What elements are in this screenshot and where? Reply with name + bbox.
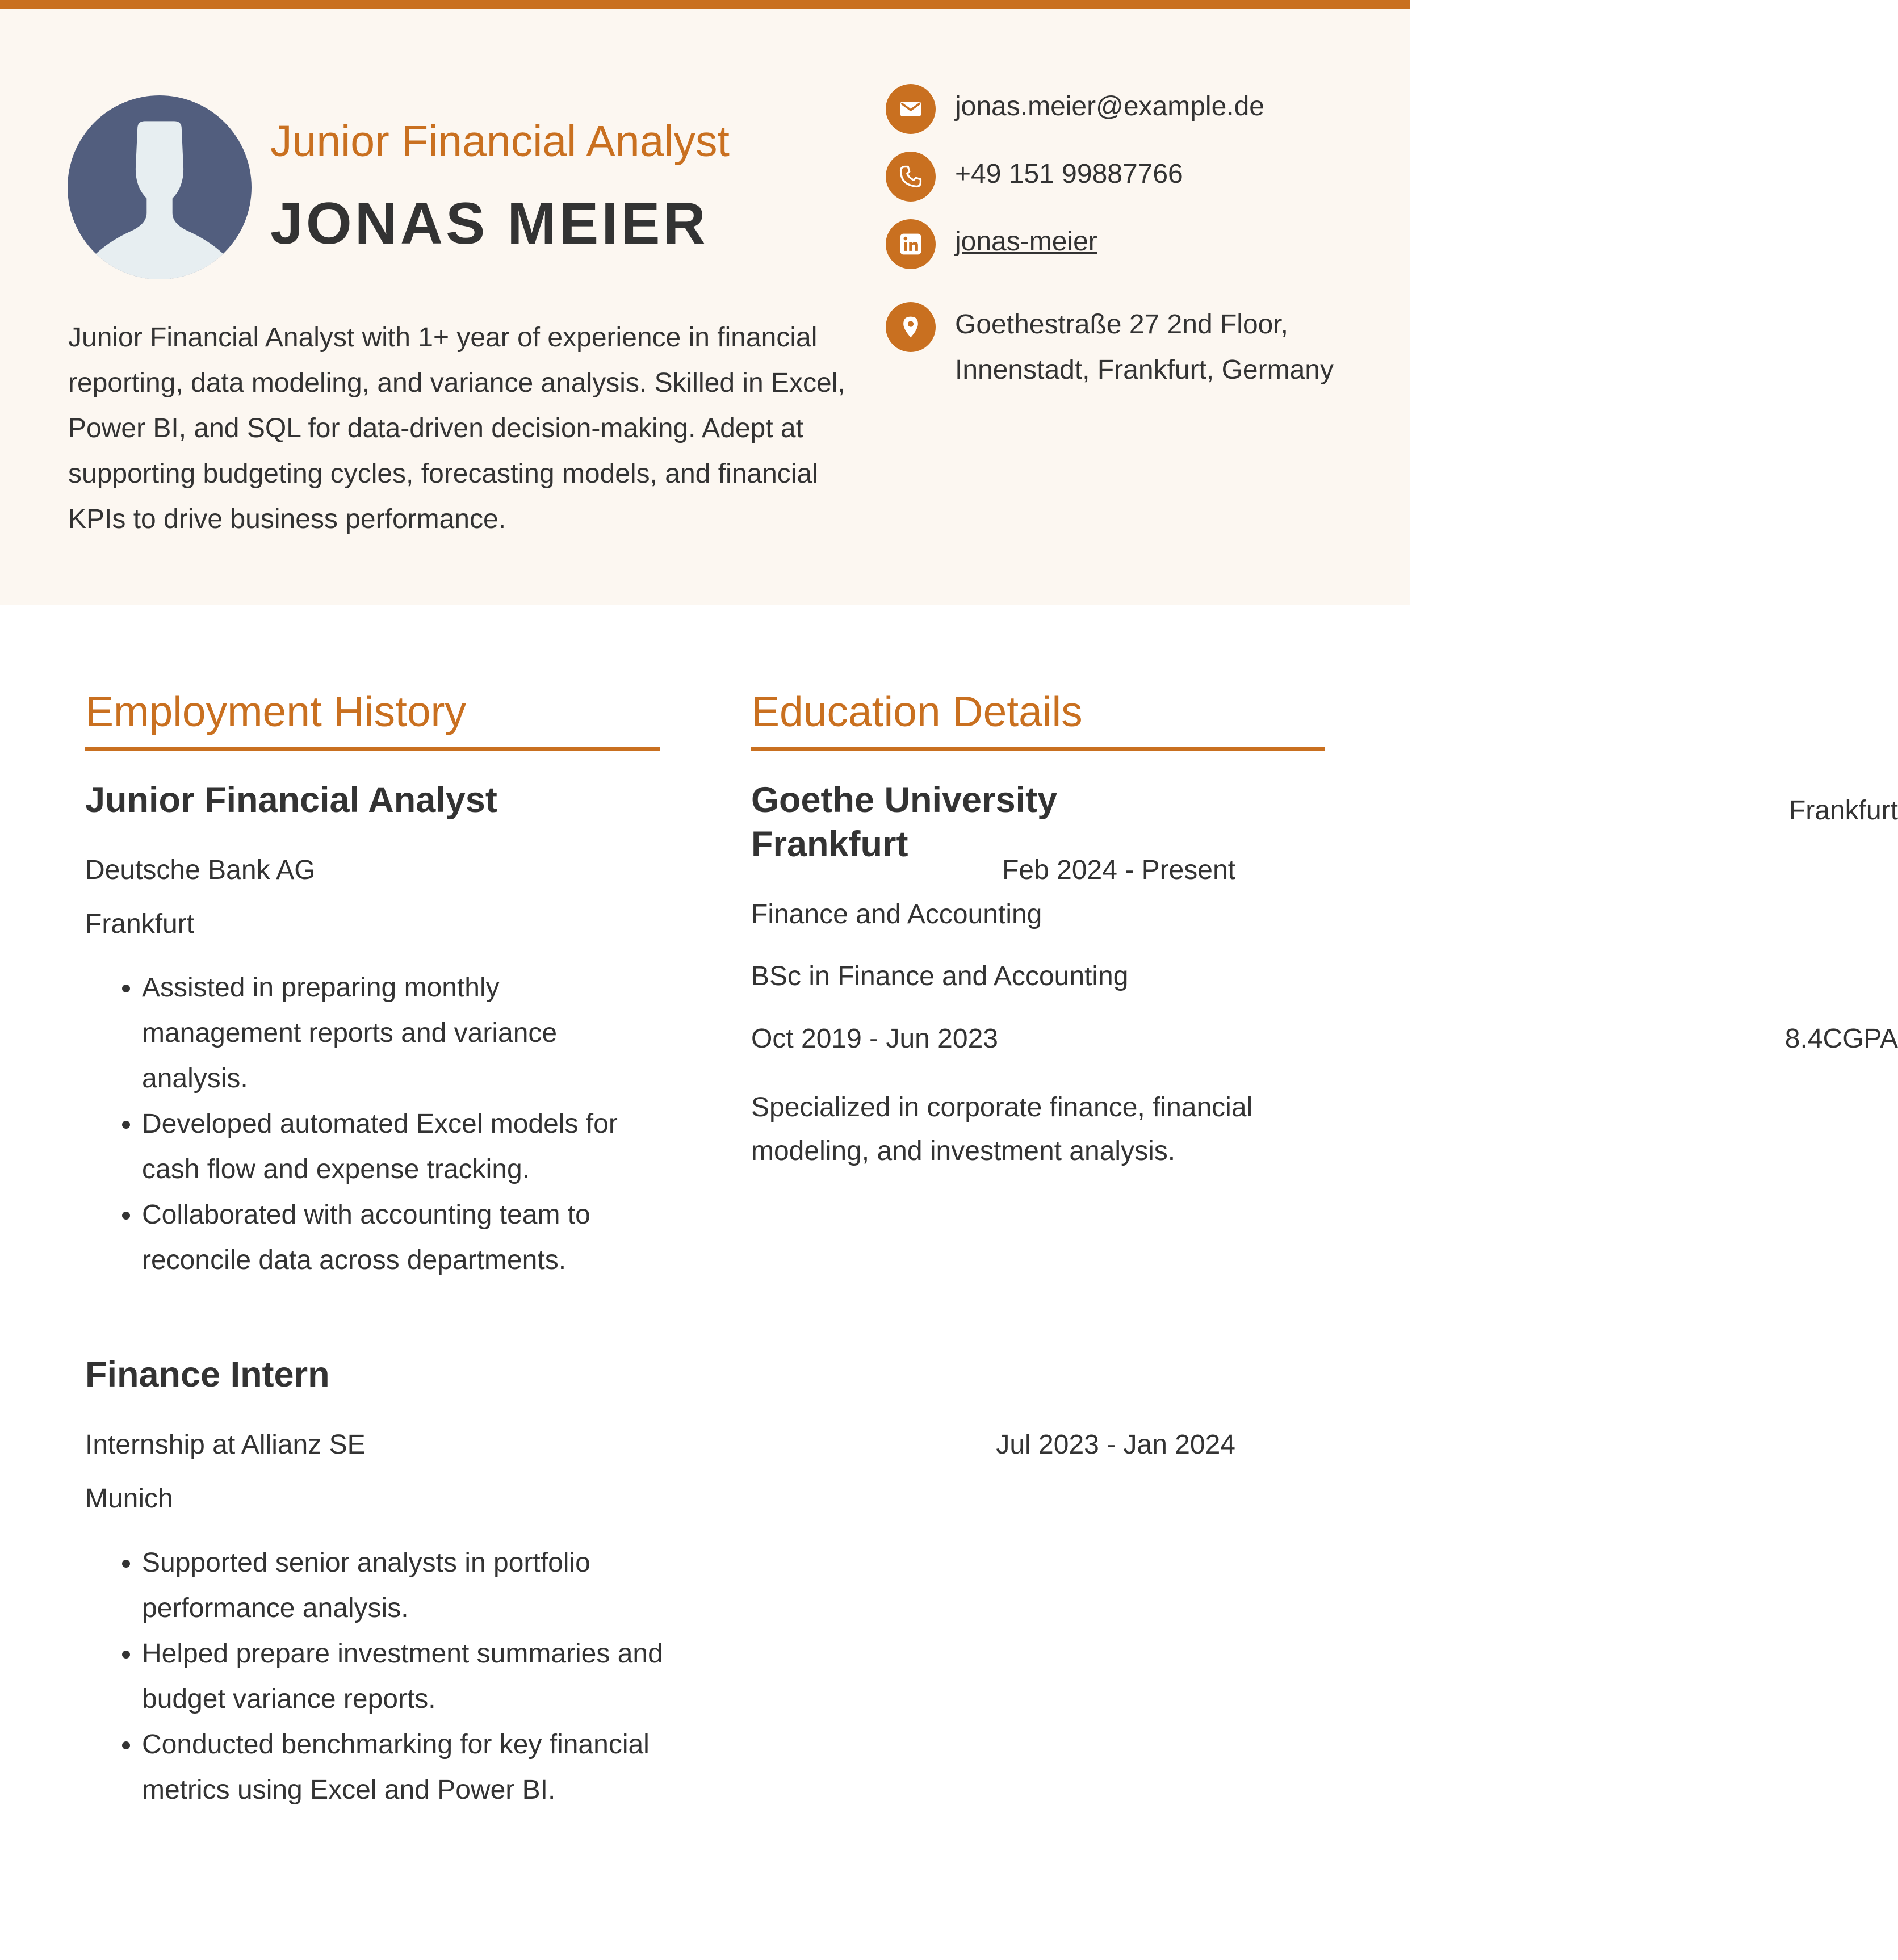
job-location: Munich [85, 1484, 173, 1514]
school-name-line-1: Goethe University [751, 780, 1058, 820]
job-bullet: • Conducted benchmarking for key financial metrics using Excel and Power BI. [142, 1722, 664, 1813]
avatar [68, 95, 252, 279]
job-company: Deutsche Bank AG [85, 855, 316, 885]
contact-linkedin[interactable] [886, 219, 1397, 270]
employment-section-title: Employment History [85, 688, 467, 735]
avatar-icon [68, 95, 252, 279]
job-title: Junior Financial Analyst [270, 117, 730, 166]
email-icon [886, 84, 936, 134]
education-section-rule [751, 747, 1325, 751]
education-description: Specialized in corporate finance, financial modeling, and investment analysis. [751, 1092, 1253, 1166]
job-role: Junior Financial Analyst [85, 780, 497, 820]
school-location: Frankfurt [1788, 795, 1898, 826]
education-section-title: Education Details [751, 688, 1083, 735]
email-text: jonas.meier@example.de [955, 91, 1264, 122]
job-location: Frankfurt [85, 909, 195, 939]
job-role: Finance Intern [85, 1355, 330, 1394]
employment-section-rule [85, 747, 660, 751]
job-bullet: • Collaborated with accounting team to reconcile data across departments. [142, 1192, 664, 1283]
education-gpa: 8.4CGPA [1784, 1024, 1898, 1054]
education-field: Finance and Accounting [751, 899, 1042, 929]
job-bullets [85, 965, 664, 1283]
school-name-line-2: Frankfurt [751, 824, 908, 864]
contact-email [886, 84, 1397, 135]
candidate-name: JONAS MEIER [270, 191, 709, 257]
phone-icon [886, 152, 936, 202]
job-bullet: • Supported senior analysts in portfolio performance analysis. [142, 1540, 664, 1631]
education-dates: Oct 2019 - Jun 2023 [751, 1024, 998, 1054]
address-line-1: Goethestraße 27 2nd Floor, [955, 309, 1289, 340]
contact-phone [886, 152, 1397, 203]
job-bullet: • Developed automated Excel models for cash flow and expense tracking. [142, 1102, 664, 1192]
linkedin-link[interactable]: jonas-meier [955, 227, 1097, 257]
job-bullet: • Assisted in preparing monthly management reports and variance analysis. [142, 965, 664, 1102]
job-bullets [85, 1540, 664, 1813]
job-dates: Jul 2023 - Jan 2024 [996, 1430, 1235, 1460]
profile-summary: Junior Financial Analyst with 1+ year of experience in financial reporting, data modeling, and variance analysis. Skilled in Excel, Power BI, and SQL for data-driven decision-making. Adept at supporting budgeting cycles, forecasting models, and financial KPIs to drive business performance. [68, 323, 845, 534]
phone-text: +49 151 99887766 [955, 159, 1183, 189]
job-dates: Feb 2024 - Present [1002, 855, 1235, 885]
linkedin-icon [886, 219, 936, 269]
education-degree: BSc in Finance and Accounting [751, 961, 1129, 991]
contact-address [886, 302, 1397, 404]
address-line-2: Innenstadt, Frankfurt, Germany [955, 355, 1334, 385]
location-icon [886, 302, 936, 352]
job-company: Internship at Allianz SE [85, 1430, 366, 1460]
job-bullet: • Helped prepare investment summaries and budget variance reports. [142, 1631, 664, 1722]
top-accent-bar [0, 0, 1410, 9]
